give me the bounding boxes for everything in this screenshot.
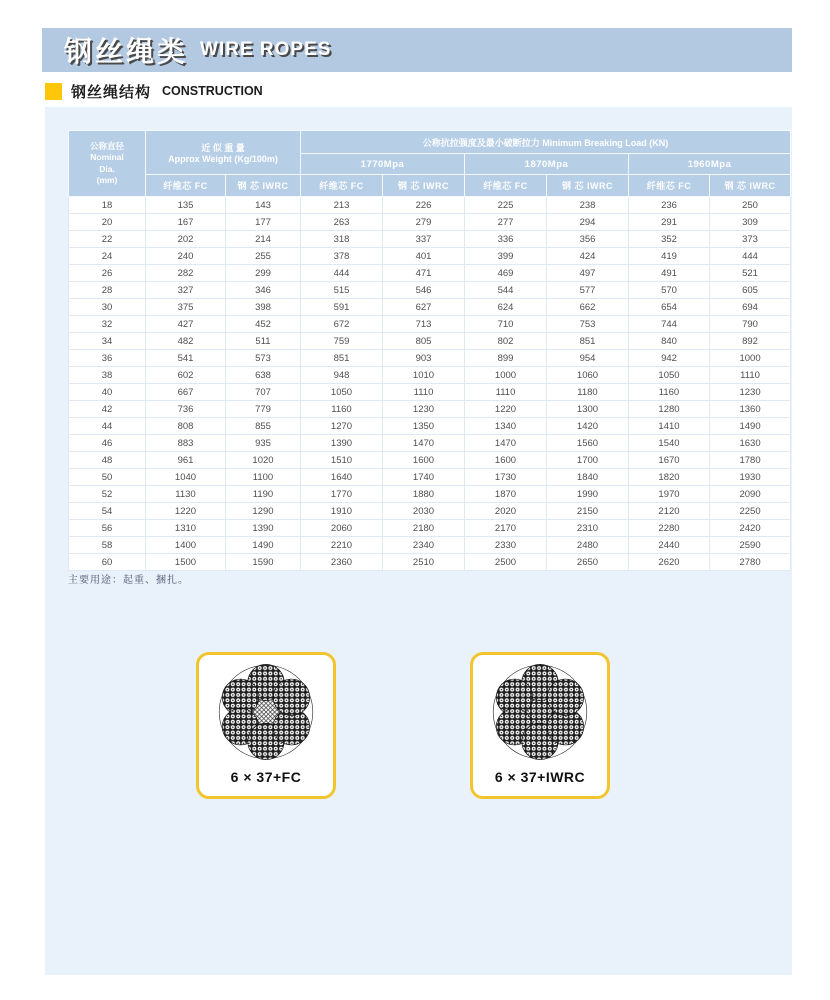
table-cell: 1020 [226, 452, 301, 469]
header-sub-iwrc: 钢 芯 IWRC [383, 175, 465, 197]
table-cell: 1510 [301, 452, 383, 469]
table-row [69, 384, 791, 401]
table-cell: 42 [69, 401, 146, 418]
table-cell: 511 [226, 333, 301, 350]
table-cell: 1130 [146, 486, 226, 503]
header-breaking-zh: 公称抗拉强度及最小破断拉力 [422, 137, 540, 148]
table-cell: 291 [629, 214, 710, 231]
table-cell: 2780 [710, 554, 791, 571]
table-cell: 46 [69, 435, 146, 452]
table-cell: 855 [226, 418, 301, 435]
table-cell: 1000 [710, 350, 791, 367]
table-cell: 277 [465, 214, 547, 231]
table-cell: 327 [146, 282, 226, 299]
table-cell: 177 [226, 214, 301, 231]
table-cell: 1630 [710, 435, 791, 452]
table-cell: 491 [629, 265, 710, 282]
table-cell: 337 [383, 231, 465, 248]
table-cell: 427 [146, 316, 226, 333]
table-cell: 694 [710, 299, 791, 316]
table-row [69, 333, 791, 350]
table-cell: 1340 [465, 418, 547, 435]
table-cell: 624 [465, 299, 547, 316]
table-cell: 899 [465, 350, 547, 367]
header-dia-unit: (mm) [96, 174, 118, 185]
table-cell: 2310 [547, 520, 629, 537]
table-cell: 1780 [710, 452, 791, 469]
table-cell: 1050 [301, 384, 383, 401]
table-cell: 790 [710, 316, 791, 333]
table-row [69, 197, 791, 214]
table-row [69, 231, 791, 248]
table-cell: 497 [547, 265, 629, 282]
header-sub-fc: 纤维芯 FC [301, 175, 383, 197]
table-cell: 935 [226, 435, 301, 452]
table-cell: 1310 [146, 520, 226, 537]
table-cell: 662 [547, 299, 629, 316]
table-cell: 541 [146, 350, 226, 367]
table-cell: 546 [383, 282, 465, 299]
table-cell: 2090 [710, 486, 791, 503]
table-cell: 40 [69, 384, 146, 401]
table-cell: 753 [547, 316, 629, 333]
table-cell: 202 [146, 231, 226, 248]
table-header [69, 131, 791, 197]
table-cell: 18 [69, 197, 146, 214]
table-cell: 2590 [710, 537, 791, 554]
table-cell: 2280 [629, 520, 710, 537]
table-cell: 424 [547, 248, 629, 265]
table-cell: 28 [69, 282, 146, 299]
table-cell: 282 [146, 265, 226, 282]
table-cell: 225 [465, 197, 547, 214]
table-body [69, 197, 791, 571]
table-cell: 573 [226, 350, 301, 367]
table-cell: 1640 [301, 469, 383, 486]
table-cell: 1700 [547, 452, 629, 469]
table-row [69, 486, 791, 503]
table-cell: 591 [301, 299, 383, 316]
table-cell: 167 [146, 214, 226, 231]
table-row [69, 401, 791, 418]
table-cell: 1600 [465, 452, 547, 469]
table-cell: 399 [465, 248, 547, 265]
table-cell: 1160 [301, 401, 383, 418]
page-title-en: WIRE ROPES [200, 39, 332, 60]
page-title-zh: 钢丝绳类 [64, 36, 189, 67]
rope-cross-section [488, 660, 592, 764]
table-cell: 1670 [629, 452, 710, 469]
table-cell: 570 [629, 282, 710, 299]
table-cell: 299 [226, 265, 301, 282]
table-cell: 36 [69, 350, 146, 367]
header-sub-iwrc: 钢 芯 IWRC [547, 175, 629, 197]
table-cell: 34 [69, 333, 146, 350]
table-cell: 2150 [547, 503, 629, 520]
rope-diagram-card-iwrc [470, 652, 610, 799]
table-cell: 471 [383, 265, 465, 282]
table-cell: 401 [383, 248, 465, 265]
table-cell: 2170 [465, 520, 547, 537]
table-cell: 1050 [629, 367, 710, 384]
page-header-bar [42, 28, 792, 72]
table-row [69, 316, 791, 333]
table-cell: 30 [69, 299, 146, 316]
table-cell: 318 [301, 231, 383, 248]
table-cell: 469 [465, 265, 547, 282]
table-cell: 398 [226, 299, 301, 316]
table-cell: 1220 [465, 401, 547, 418]
table-row [69, 248, 791, 265]
table-cell: 667 [146, 384, 226, 401]
table-row [69, 469, 791, 486]
table-cell: 1420 [547, 418, 629, 435]
table-cell: 1270 [301, 418, 383, 435]
spec-table [68, 130, 791, 571]
table-cell: 1590 [226, 554, 301, 571]
table-row [69, 265, 791, 282]
header-grade-1770: 1770Mpa [301, 154, 465, 175]
header-grade-1960: 1960Mpa [629, 154, 791, 175]
table-cell: 38 [69, 367, 146, 384]
rope-diagram-card-fc [196, 652, 336, 799]
table-row [69, 214, 791, 231]
table-cell: 213 [301, 197, 383, 214]
table-cell: 48 [69, 452, 146, 469]
table-cell: 378 [301, 248, 383, 265]
table-cell: 1740 [383, 469, 465, 486]
table-cell: 24 [69, 248, 146, 265]
table-cell: 1000 [465, 367, 547, 384]
table-cell: 373 [710, 231, 791, 248]
table-cell: 883 [146, 435, 226, 452]
table-cell: 1040 [146, 469, 226, 486]
table-cell: 336 [465, 231, 547, 248]
table-cell: 2480 [547, 537, 629, 554]
table-row [69, 435, 791, 452]
table-cell: 1910 [301, 503, 383, 520]
table-cell: 1110 [710, 367, 791, 384]
table-cell: 1490 [226, 537, 301, 554]
table-cell: 638 [226, 367, 301, 384]
table-cell: 309 [710, 214, 791, 231]
table-cell: 2120 [629, 503, 710, 520]
table-cell: 802 [465, 333, 547, 350]
table-cell: 50 [69, 469, 146, 486]
table-cell: 482 [146, 333, 226, 350]
table-cell: 2620 [629, 554, 710, 571]
table-cell: 1770 [301, 486, 383, 503]
table-cell: 32 [69, 316, 146, 333]
table-cell: 1500 [146, 554, 226, 571]
table-cell: 2500 [465, 554, 547, 571]
table-cell: 2180 [383, 520, 465, 537]
table-cell: 1300 [547, 401, 629, 418]
header-weight-en: Approx Weight (Kg/100m) [168, 154, 278, 164]
table-cell: 58 [69, 537, 146, 554]
table-cell: 779 [226, 401, 301, 418]
table-cell: 627 [383, 299, 465, 316]
table-cell: 2510 [383, 554, 465, 571]
table-cell: 602 [146, 367, 226, 384]
table-cell: 1190 [226, 486, 301, 503]
table-cell: 2210 [301, 537, 383, 554]
header-weight-zh: 近 似 重 量 [201, 143, 245, 153]
rope-diagram-label: 6 × 37+FC [230, 769, 302, 785]
table-cell: 56 [69, 520, 146, 537]
table-cell: 521 [710, 265, 791, 282]
table-cell: 60 [69, 554, 146, 571]
table-cell: 515 [301, 282, 383, 299]
table-cell: 279 [383, 214, 465, 231]
header-sub-iwrc: 钢 芯 IWRC [226, 175, 301, 197]
header-dia-zh: 公称直径 [89, 141, 124, 152]
table-cell: 1870 [465, 486, 547, 503]
table-row [69, 520, 791, 537]
rope-cross-section [214, 660, 318, 764]
header-dia-en2: Dia. [99, 163, 115, 174]
table-row [69, 452, 791, 469]
table-cell: 375 [146, 299, 226, 316]
rope-svg-fc [199, 655, 333, 769]
table-cell: 263 [301, 214, 383, 231]
table-cell: 1390 [301, 435, 383, 452]
table-cell: 759 [301, 333, 383, 350]
table-cell: 1390 [226, 520, 301, 537]
table-cell: 250 [710, 197, 791, 214]
content-panel [45, 107, 792, 975]
table-cell: 1230 [383, 401, 465, 418]
table-cell: 544 [465, 282, 547, 299]
table-cell: 851 [547, 333, 629, 350]
table-row [69, 418, 791, 435]
table-cell: 1290 [226, 503, 301, 520]
section-title-en: CONSTRUCTION [162, 84, 263, 98]
table-cell: 2060 [301, 520, 383, 537]
header-sub-fc: 纤维芯 FC [146, 175, 226, 197]
table-cell: 1600 [383, 452, 465, 469]
table-cell: 2440 [629, 537, 710, 554]
table-cell: 1010 [383, 367, 465, 384]
table-cell: 1840 [547, 469, 629, 486]
table-cell: 808 [146, 418, 226, 435]
table-cell: 1230 [710, 384, 791, 401]
header-dia-en1: Nominal [90, 152, 124, 163]
table-cell: 2250 [710, 503, 791, 520]
table-row [69, 367, 791, 384]
table-cell: 713 [383, 316, 465, 333]
table-cell: 1110 [465, 384, 547, 401]
table-cell: 1110 [383, 384, 465, 401]
table-cell: 22 [69, 231, 146, 248]
table-cell: 1350 [383, 418, 465, 435]
table-cell: 1730 [465, 469, 547, 486]
table-cell: 1990 [547, 486, 629, 503]
table-cell: 1180 [547, 384, 629, 401]
section-heading [45, 82, 263, 100]
table-cell: 1470 [465, 435, 547, 452]
table-cell: 1490 [710, 418, 791, 435]
table-cell: 1100 [226, 469, 301, 486]
header-breaking-en: Minimum Breaking Load (KN) [542, 137, 669, 148]
header-approx-weight [146, 131, 301, 175]
table-cell: 1280 [629, 401, 710, 418]
table-cell: 20 [69, 214, 146, 231]
table-cell: 2030 [383, 503, 465, 520]
table-cell: 948 [301, 367, 383, 384]
header-sub-iwrc: 钢 芯 IWRC [710, 175, 791, 197]
table-cell: 240 [146, 248, 226, 265]
table-cell: 840 [629, 333, 710, 350]
table-cell: 1820 [629, 469, 710, 486]
table-cell: 2340 [383, 537, 465, 554]
table-row [69, 299, 791, 316]
header-sub-fc: 纤维芯 FC [465, 175, 547, 197]
table-cell: 707 [226, 384, 301, 401]
table-cell: 135 [146, 197, 226, 214]
table-cell: 236 [629, 197, 710, 214]
table-cell: 444 [710, 248, 791, 265]
rope-svg-iwrc [473, 655, 607, 769]
table-cell: 444 [301, 265, 383, 282]
table-cell: 805 [383, 333, 465, 350]
usage-note: 主要用途：起重、捆扎。 [68, 575, 189, 586]
table-cell: 1970 [629, 486, 710, 503]
table-cell: 1360 [710, 401, 791, 418]
header-grade-1870: 1870Mpa [465, 154, 629, 175]
table-cell: 672 [301, 316, 383, 333]
table-cell: 1400 [146, 537, 226, 554]
table-cell: 1470 [383, 435, 465, 452]
table-cell: 1060 [547, 367, 629, 384]
table-cell: 294 [547, 214, 629, 231]
table-cell: 1560 [547, 435, 629, 452]
header-breaking-load [301, 131, 791, 154]
table-cell: 736 [146, 401, 226, 418]
table-cell: 2020 [465, 503, 547, 520]
table-cell: 1410 [629, 418, 710, 435]
table-cell: 238 [547, 197, 629, 214]
table-cell: 2650 [547, 554, 629, 571]
table-cell: 2330 [465, 537, 547, 554]
table-cell: 744 [629, 316, 710, 333]
table-cell: 1930 [710, 469, 791, 486]
rope-diagram-label: 6 × 37+IWRC [494, 769, 586, 785]
section-title-zh: 钢丝绳结构 [71, 83, 152, 101]
table-cell: 226 [383, 197, 465, 214]
table-cell: 710 [465, 316, 547, 333]
table-cell: 961 [146, 452, 226, 469]
table-cell: 903 [383, 350, 465, 367]
table-row [69, 554, 791, 571]
table-cell: 605 [710, 282, 791, 299]
table-cell: 214 [226, 231, 301, 248]
table-cell: 356 [547, 231, 629, 248]
table-cell: 419 [629, 248, 710, 265]
table-cell: 577 [547, 282, 629, 299]
table-row [69, 350, 791, 367]
table-cell: 52 [69, 486, 146, 503]
table-cell: 1880 [383, 486, 465, 503]
table-cell: 2420 [710, 520, 791, 537]
table-cell: 346 [226, 282, 301, 299]
table-cell: 892 [710, 333, 791, 350]
table-cell: 851 [301, 350, 383, 367]
table-cell: 1160 [629, 384, 710, 401]
header-sub-fc: 纤维芯 FC [629, 175, 710, 197]
table-cell: 452 [226, 316, 301, 333]
table-cell: 352 [629, 231, 710, 248]
table-cell: 44 [69, 418, 146, 435]
table-cell: 2360 [301, 554, 383, 571]
table-row [69, 503, 791, 520]
table-cell: 26 [69, 265, 146, 282]
table-cell: 954 [547, 350, 629, 367]
table-cell: 1220 [146, 503, 226, 520]
table-cell: 255 [226, 248, 301, 265]
table-cell: 54 [69, 503, 146, 520]
yellow-bullet-icon [45, 83, 62, 100]
table-cell: 654 [629, 299, 710, 316]
table-cell: 143 [226, 197, 301, 214]
table-row [69, 282, 791, 299]
header-nominal-dia [69, 131, 146, 197]
table-row [69, 537, 791, 554]
table-cell: 942 [629, 350, 710, 367]
table-cell: 1540 [629, 435, 710, 452]
